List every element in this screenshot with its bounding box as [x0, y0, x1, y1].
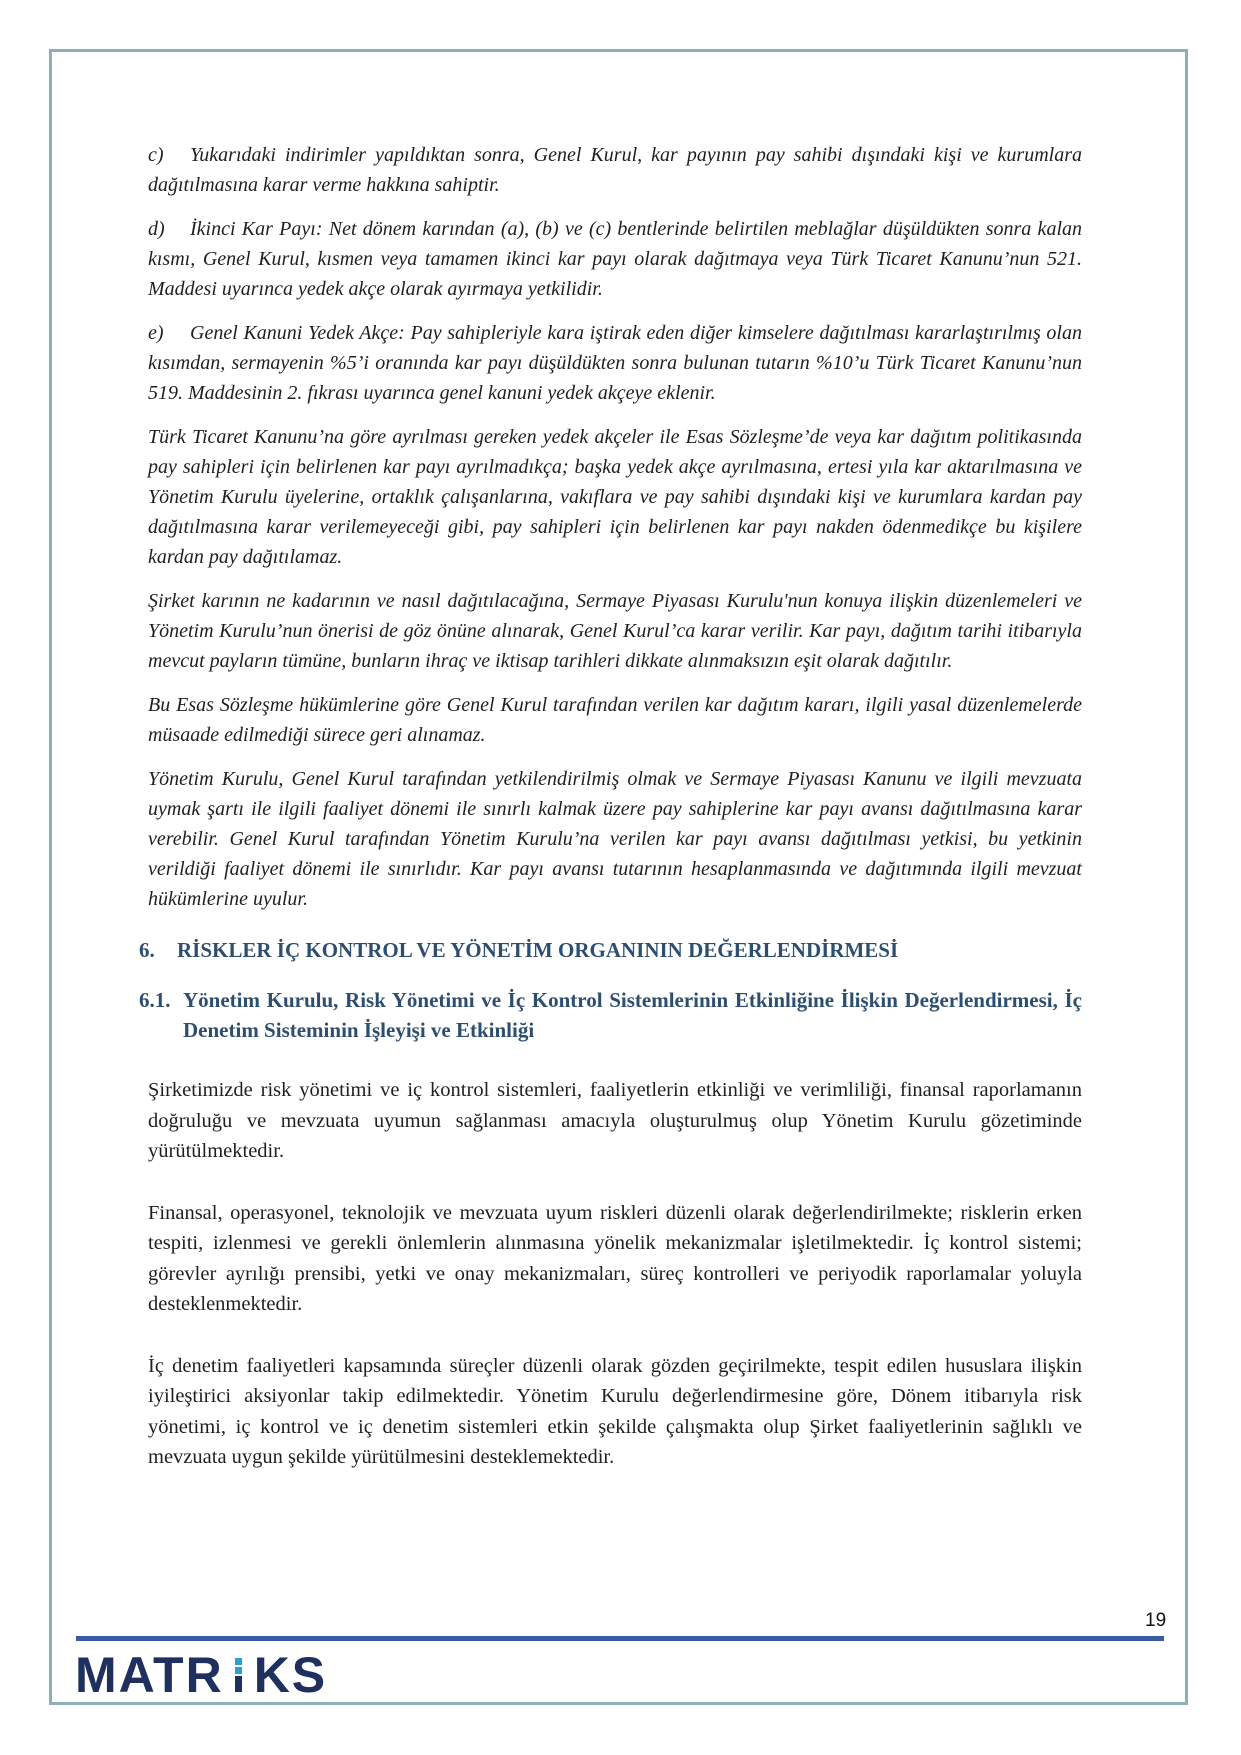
paragraph-sirket-kari: Şirket karının ne kadarının ve nasıl dağıtılacağına, Sermaye Piyasası Kurulu'nun konuya ilişkin düzenlemeleri ve Yönetim Kurulu’nun önerisi de göz önüne alınarak, Genel Kurul’ca karar verilir. Kar payı, dağıtım tarihi itibarıyla mevcut payların tümüne, bunların ihraç ve iktisap tarihleri dikkate alınmaksızın eşit olarak dağıtılır. [148, 590, 1082, 672]
section-title: RİSKLER İÇ KONTROL VE YÖNETİM ORGANININ DEĞERLENDİRMESİ [177, 938, 899, 962]
paragraph-risk-3: İç denetim faaliyetleri kapsamında süreçler düzenli olarak gözden geçirilmekte, tespit edilen hususlara ilişkin iyileştirici aksiyonlar takip edilmektedir. Yönetim Kurulu değerlendirmesine göre, Dönem itibarıyla risk yönetimi, iç kontrol ve iç denetim sistemleri etkin şekilde çalışmakta olup Şirket faaliyetlerinin sağlıklı ve mevzuata uygun şekilde yürütülmesini desteklemektedir. [148, 1354, 1082, 1468]
paragraph-ttk: Türk Ticaret Kanunu’na göre ayrılması gereken yedek akçeler ile Esas Sözleşme’de veya kar dağıtım politikasında pay sahipleri için belirlenen kar payı ayrılmadıkça; başka yedek akçe ayrılmasına, ertesi yıla kar aktarılmasına ve Yönetim Kurulu üyelerine, ortaklık çalışanlarına, vakıflara ve pay sahibi dışındaki kişi ve kurumlara kardan pay dağıtılmasına karar verilemeyeceği gibi, pay sahipleri için belirlenen kar payı nakden ödenmedikçe bu kişilere kardan pay dağıtılamaz. [148, 426, 1082, 568]
matriks-logo [75, 1647, 328, 1703]
logo-text-right: KS [253, 1647, 328, 1703]
paragraph-e: e) Genel Kanuni Yedek Akçe: Pay sahipleriyle kara iştirak eden diğer kimselere dağıtılması kararlaştırılmış olan kısımdan, sermayenin %5’i oranında kar payı düşüldükten sonra bulunan tutarın %10’u Türk Ticaret Kanunu’nun 519. Maddesinin 2. fıkrası uyarınca genel kanuni yedek akçeye eklenir. [148, 322, 1082, 404]
paragraph-risk-2: Finansal, operasyonel, teknolojik ve mevzuata uyum riskleri düzenli olarak değerlendirilmekte; risklerin erken tespiti, izlenmesi ve gerekli önlemlerin alınmasına yönelik mekanizmalar işletilmektedir. İç kontrol sistemi; görevler ayrılığı prensibi, yetki ve onay mekanizmaları, süreç kontrolleri ve periyodik raporlamalar yoluyla desteklenmektedir. [148, 1201, 1082, 1315]
section-heading [139, 938, 1082, 963]
logo-i-icon [226, 1655, 252, 1695]
subsection-number: 6.1. [139, 988, 171, 1012]
paragraph-kar-payi-avansi: Yönetim Kurulu, Genel Kurul tarafından yetkilendirilmiş olmak ve Sermaye Piyasası Kanunu ve ilgili mevzuata uymak şartı ile ilgili faaliyet dönemi ile sınırlı kalmak üzere pay sahiplerine kar payı avansı dağıtılmasına karar verebilir. Genel Kurul tarafından Yönetim Kurulu’na verilen kar payı avansı dağıtılması yetkisi, bu yetkinin verildiği faaliyet dönemi ile sınırlıdır. Kar payı avansı tutarının hesaplanmasında ve dağıtımında ilgili mevzuat hükümlerine uyulur. [148, 768, 1082, 910]
logo-text-left: MATR [75, 1647, 224, 1703]
page-content [139, 140, 1082, 1504]
page-number: 19 [1145, 1610, 1167, 1631]
subsection-heading [139, 985, 1082, 1045]
paragraph-c: c) Yukarıdaki indirimler yapıldıktan sonra, Genel Kurul, kar payının pay sahibi dışındaki kişi ve kurumlara dağıtılmasına karar verme hakkına sahiptir. [148, 144, 1082, 196]
paragraph-esas-sozlesme: Bu Esas Sözleşme hükümlerine göre Genel Kurul tarafından verilen kar dağıtım kararı, ilgili yasal düzenlemelerde müsaade edilmediği sürece geri alınamaz. [148, 694, 1082, 746]
paragraph-d: d) İkinci Kar Payı: Net dönem karından (a), (b) ve (c) bentlerinde belirtilen meblağlar düşüldükten sonra kalan kısmı, Genel Kurul, kısmen veya tamamen ikinci kar payı olarak dağıtmaya veya Türk Ticaret Kanunu’nun 521. Maddesi uyarınca yedek akçe olarak ayırmaya yetkilidir. [148, 218, 1082, 300]
section-number: 6. [139, 938, 155, 962]
subsection-title: Yönetim Kurulu, Risk Yönetimi ve İç Kontrol Sistemlerinin Etkinliğine İlişkin Değerlendirmesi, İç Denetim Sisteminin İşleyişi ve Etkinliği [183, 988, 1082, 1042]
paragraph-risk-1: Şirketimizde risk yönetimi ve iç kontrol sistemleri, faaliyetlerin etkinliği ve verimliliği, finansal raporlamanın doğruluğu ve mevzuata uyumun sağlanması amacıyla oluşturulmuş olup Yönetim Kurulu gözetiminde yürütülmektedir. [148, 1079, 1082, 1162]
footer-divider [76, 1636, 1164, 1641]
